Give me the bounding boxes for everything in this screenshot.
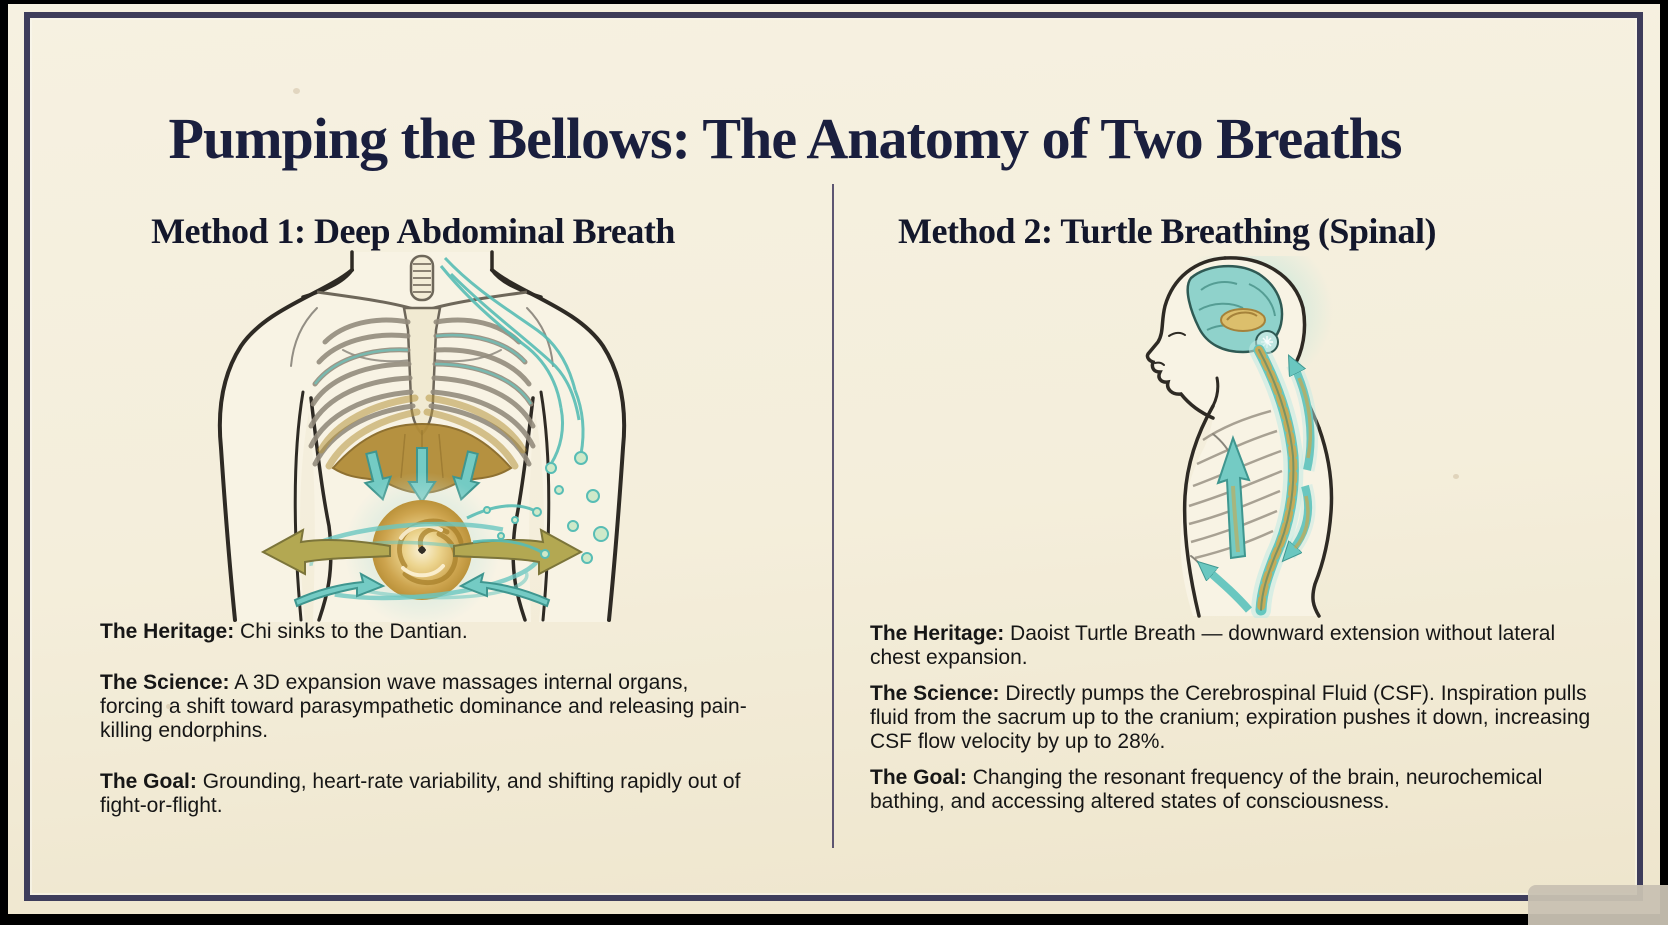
section-text: Grounding, heart-rate variability, and shifting rapidly out of fight-or-flight. <box>100 770 741 817</box>
turtle-breathing-illustration <box>1125 256 1345 618</box>
section-label: The Science: <box>100 671 230 694</box>
section-label: The Goal: <box>870 766 967 789</box>
section-label: The Goal: <box>100 770 197 793</box>
section-text: A 3D expansion wave massages internal organs, forcing a shift toward parasympathetic dominance and releasing pain-killing endorphins. <box>100 671 747 742</box>
section-text: Directly pumps the Cerebrospinal Fluid (CSF). Inspiration pulls fluid from the sacrum up to the cranium; expiration pushes it down, increasing CSF flow velocity by up to 28%. <box>870 682 1591 753</box>
section-text: Daoist Turtle Breath — downward extension without lateral chest expansion. <box>870 622 1556 669</box>
goal-section <box>870 766 1600 814</box>
section-text: Changing the resonant frequency of the brain, neurochemical bathing, and accessing altered states of consciousness. <box>870 766 1543 813</box>
section-label: The Science: <box>870 682 1000 705</box>
column-divider <box>832 184 834 848</box>
section-label: The Heritage: <box>100 620 235 643</box>
abdominal-breath-illustration <box>205 250 640 622</box>
science-section <box>870 682 1600 754</box>
heritage-section <box>100 620 755 644</box>
section-text: Chi sinks to the Dantian. <box>240 620 468 643</box>
method-2-text <box>870 622 1600 826</box>
goal-section <box>100 770 755 818</box>
method-2-heading: Method 2: Turtle Breathing (Spinal) <box>898 210 1436 251</box>
method-1-heading: Method 1: Deep Abdominal Breath <box>151 210 675 251</box>
science-section <box>100 671 755 743</box>
method-1-text <box>100 620 755 845</box>
heritage-section <box>870 622 1600 670</box>
watermark-overlay <box>1528 885 1668 925</box>
page-title: Pumping the Bellows: The Anatomy of Two Breaths <box>168 105 1402 171</box>
section-label: The Heritage: <box>870 622 1005 645</box>
